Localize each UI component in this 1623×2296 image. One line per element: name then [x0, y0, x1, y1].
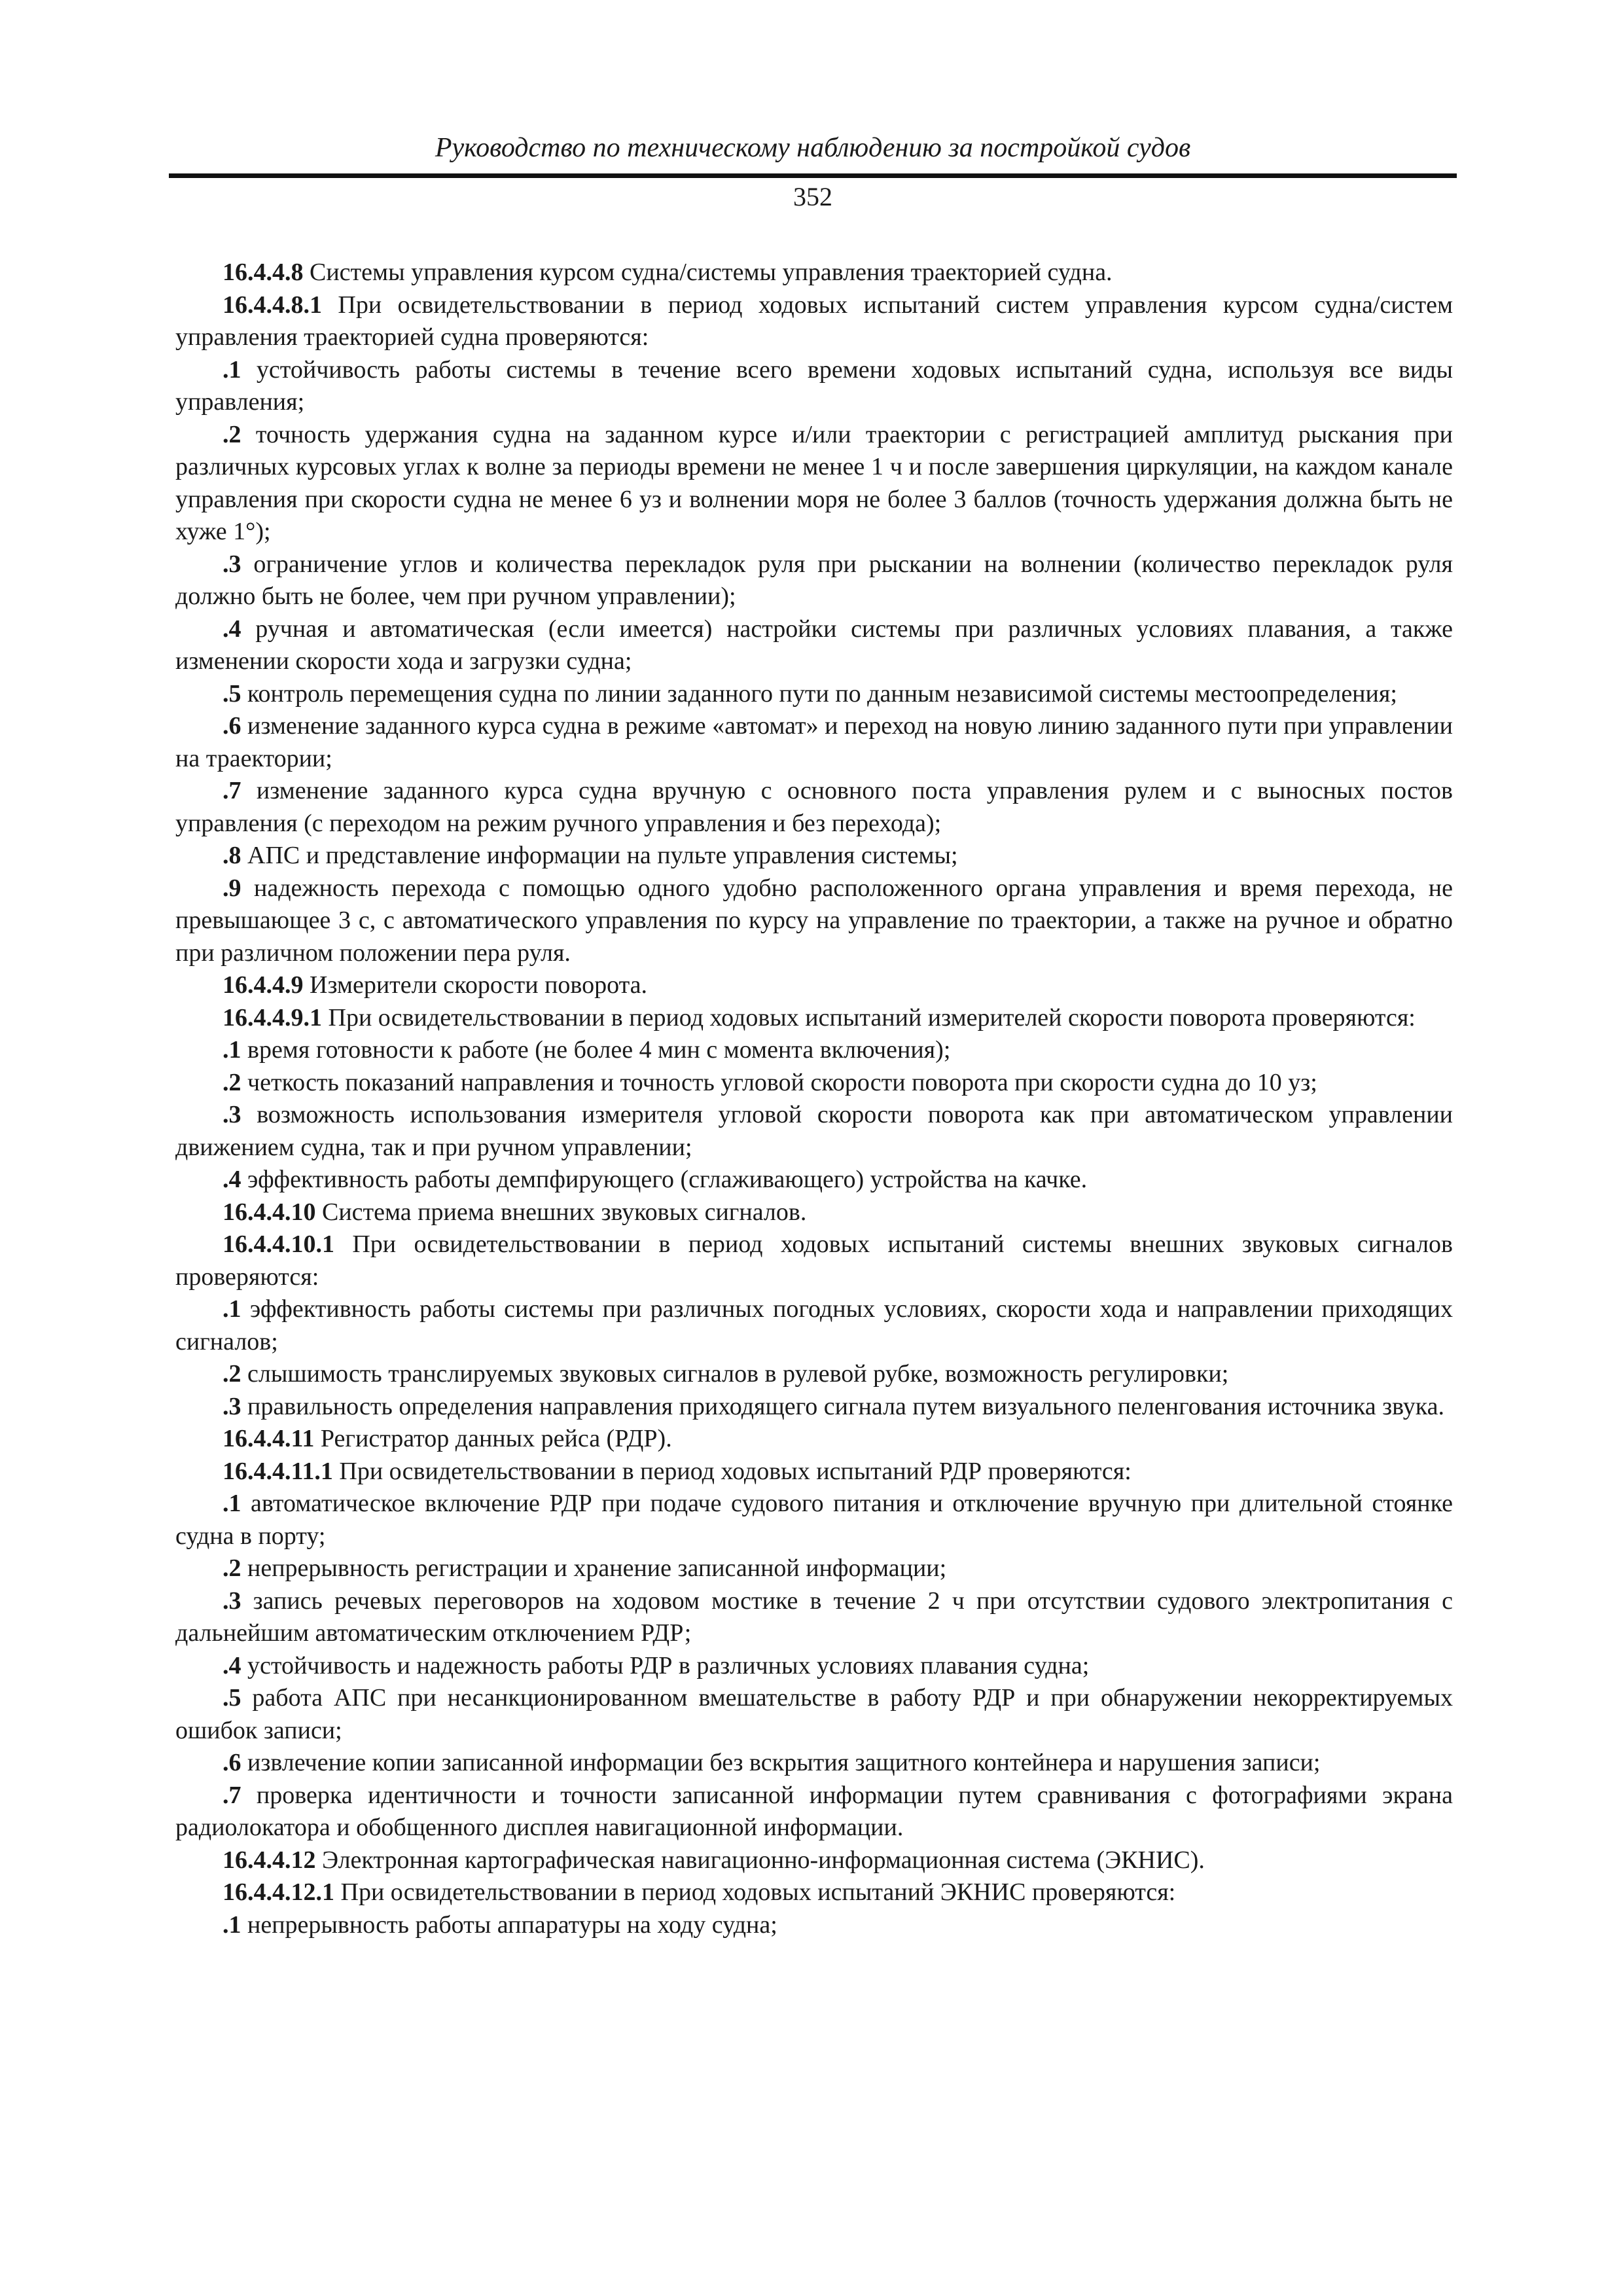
paragraph	[175, 1876, 1453, 1909]
clause-text: Регистратор данных рейса (РДР).	[314, 1425, 672, 1452]
clause-number: 16.4.4.11.1	[223, 1457, 333, 1485]
clause-number: .1	[223, 1295, 241, 1323]
clause-text: Система приема внешних звуковых сигналов.	[315, 1198, 807, 1226]
clause-text: непрерывность работы аппаратуры на ходу судна;	[241, 1910, 777, 1939]
paragraph	[175, 1196, 1453, 1229]
clause-text: При освидетельствовании в период ходовых испытаний ЭКНИС проверяются:	[334, 1878, 1176, 1906]
paragraph	[175, 1747, 1453, 1780]
paragraph	[175, 1423, 1453, 1456]
paragraph	[175, 257, 1453, 289]
clause-number: .3	[223, 550, 241, 578]
page-number: 352	[793, 182, 832, 211]
clause-number: .3	[223, 1392, 241, 1420]
paragraph	[175, 1229, 1453, 1293]
clause-text: При освидетельствовании в период ходовых испытаний измерителей скорости поворота проверяются:	[322, 1003, 1416, 1031]
header-rule	[169, 173, 1457, 178]
paragraph	[175, 419, 1453, 548]
clause-number: .1	[223, 1490, 241, 1517]
clause-text: слышимость транслируемых звуковых сигналов в рулевой рубке, возможность регулировки;	[241, 1360, 1229, 1388]
paragraph	[175, 1391, 1453, 1424]
paragraph	[175, 354, 1453, 419]
clause-number: .9	[223, 874, 241, 902]
paragraph	[175, 1358, 1453, 1391]
paragraph	[175, 710, 1453, 775]
clause-number: .1	[223, 355, 241, 384]
paragraph	[175, 1002, 1453, 1035]
clause-number: 16.4.4.12.1	[223, 1878, 334, 1906]
paragraph	[175, 1585, 1453, 1650]
paragraph	[175, 1034, 1453, 1067]
clause-number: 16.4.4.8	[223, 259, 304, 286]
paragraph	[175, 1909, 1453, 1942]
clause-text: При освидетельствовании в период ходовых испытаний системы внешних звуковых сигналов проверяются:	[175, 1230, 1453, 1291]
clause-number: 16.4.4.11	[223, 1425, 315, 1452]
clause-number: .2	[223, 1554, 241, 1582]
clause-text: точность удержания судна на заданном курсе и/или траектории с регистрацией амплитуд рыскания при различных курсовых углах к волне за периоды времени не менее 1 ч и после завершения циркуляции, на каждом канале управления при скорости судна не менее 6 уз и волнении моря не более 3 баллов (точность удержания должна быть не хуже 1°);	[175, 420, 1453, 545]
clause-number: .3	[223, 1587, 241, 1615]
clause-number: .8	[223, 842, 241, 869]
clause-text: время готовности к работе (не более 4 мин с момента включения);	[241, 1036, 951, 1064]
clause-number: 16.4.4.10.1	[223, 1230, 334, 1258]
clause-text: Системы управления курсом судна/системы управления траекторией судна.	[303, 259, 1113, 286]
clause-number: 16.4.4.10	[223, 1198, 316, 1226]
paragraph	[175, 678, 1453, 711]
clause-text: запись речевых переговоров на ходовом мостике в течение 2 ч при отсутствии судового электропитания с дальнейшим автоматическим отключением РДР;	[175, 1587, 1453, 1647]
paragraph	[175, 1099, 1453, 1164]
paragraph	[175, 289, 1453, 354]
clause-number: 16.4.4.9	[223, 971, 304, 999]
clause-number: .5	[223, 679, 241, 708]
clause-number: .2	[223, 1068, 241, 1096]
clause-text: изменение заданного курса судна вручную с основного поста управления рулем и с выносных постов управления (с переходом на режим ручного управления и без перехода);	[175, 777, 1453, 837]
clause-text: устойчивость работы системы в течение всего времени ходовых испытаний судна, используя все виды управления;	[175, 355, 1453, 416]
clause-text: ограничение углов и количества перекладок руля при рыскании на волнении (количество перекладок руля должно быть не более, чем при ручном управлении);	[175, 550, 1453, 610]
clause-text: извлечение копии записанной информации без вскрытия защитного контейнера и нарушения записи;	[241, 1749, 1321, 1776]
clause-text: При освидетельствовании в период ходовых испытаний РДР проверяются:	[332, 1457, 1132, 1485]
paragraph	[175, 1456, 1453, 1488]
clause-number: .6	[223, 1749, 241, 1776]
clause-text: При освидетельствовании в период ходовых испытаний систем управления курсом судна/систем управления траекторией судна проверяются:	[175, 291, 1453, 351]
clause-number: 16.4.4.12	[223, 1846, 316, 1874]
clause-number: .7	[223, 1781, 241, 1809]
clause-number: .3	[223, 1101, 241, 1128]
clause-text: правильность определения направления приходящего сигнала путем визуального пеленгования источника звука.	[241, 1392, 1444, 1420]
clause-text: Измерители скорости поворота.	[303, 971, 648, 999]
clause-text: проверка идентичности и точности записанной информации путем сравнивания с фотографиями экрана радиолокатора и обобщенного дисплея навигационной информации.	[175, 1781, 1453, 1841]
running-title: Руководство по техническому наблюдению за постройкой судов	[435, 133, 1191, 163]
clause-number: .4	[223, 1166, 241, 1193]
paragraph	[175, 1844, 1453, 1877]
clause-number: .4	[223, 615, 241, 643]
paragraph	[175, 1780, 1453, 1844]
paragraph	[175, 1682, 1453, 1747]
clause-text: устойчивость и надежность работы РДР в различных условиях плавания судна;	[241, 1651, 1090, 1679]
paragraph	[175, 840, 1453, 872]
clause-number: .6	[223, 712, 241, 740]
clause-text: Электронная картографическая навигационно-информационная система (ЭКНИС).	[315, 1846, 1205, 1874]
clause-text: четкость показаний направления и точность угловой скорости поворота при скорости судна до 10 уз;	[241, 1068, 1317, 1096]
paragraph	[175, 1293, 1453, 1358]
clause-number: 16.4.4.9.1	[223, 1003, 322, 1031]
clause-number: .1	[223, 1036, 241, 1064]
paragraph	[175, 775, 1453, 840]
paragraph	[175, 1650, 1453, 1683]
paragraph	[175, 548, 1453, 613]
clause-text: надежность перехода с помощью одного удобно расположенного органа управления и время перехода, не превышающее 3 с, с автоматического управления по курсу на управление по траектории, а также на ручное и обратно при различном положении пера руля.	[175, 874, 1453, 967]
clause-text: ручная и автоматическая (если имеется) настройки системы при различных условиях плавания, а также изменении скорости хода и загрузки судна;	[175, 615, 1453, 675]
paragraph	[175, 613, 1453, 678]
clause-text: изменение заданного курса судна в режиме «автомат» и переход на новую линию заданного пути при управлении на траектории;	[175, 712, 1453, 772]
paragraph	[175, 1488, 1453, 1552]
paragraph	[175, 1164, 1453, 1196]
clause-text: эффективность работы демпфирующего (сглаживающего) устройства на качке.	[241, 1166, 1088, 1193]
paragraph	[175, 1067, 1453, 1100]
clause-number: .2	[223, 420, 241, 448]
clause-text: контроль перемещения судна по линии заданного пути по данным независимой системы местоопределения;	[241, 679, 1397, 708]
paragraph	[175, 872, 1453, 970]
clause-number: .7	[223, 777, 241, 804]
clause-text: эффективность работы системы при различных погодных условиях, скорости хода и направлении приходящих сигналов;	[175, 1295, 1453, 1355]
body-text	[175, 257, 1453, 1941]
clause-number: .5	[223, 1684, 241, 1712]
clause-text: работа АПС при несанкционированном вмешательстве в работу РДР и при обнаружении некорректируемых ошибок записи;	[175, 1684, 1453, 1744]
paragraph	[175, 1552, 1453, 1585]
clause-text: возможность использования измерителя угловой скорости поворота как при автоматическом управлении движением судна, так и при ручном управлении;	[175, 1101, 1453, 1161]
clause-number: .2	[223, 1360, 241, 1388]
paragraph	[175, 969, 1453, 1002]
clause-text: автоматическое включение РДР при подаче судового питания и отключение вручную при длительной стоянке судна в порту;	[175, 1490, 1453, 1550]
clause-number: 16.4.4.8.1	[223, 291, 322, 319]
clause-number: .1	[223, 1910, 241, 1939]
clause-text: АПС и представление информации на пульте управления системы;	[241, 842, 958, 869]
clause-number: .4	[223, 1651, 241, 1679]
clause-text: непрерывность регистрации и хранение записанной информации;	[241, 1554, 947, 1582]
